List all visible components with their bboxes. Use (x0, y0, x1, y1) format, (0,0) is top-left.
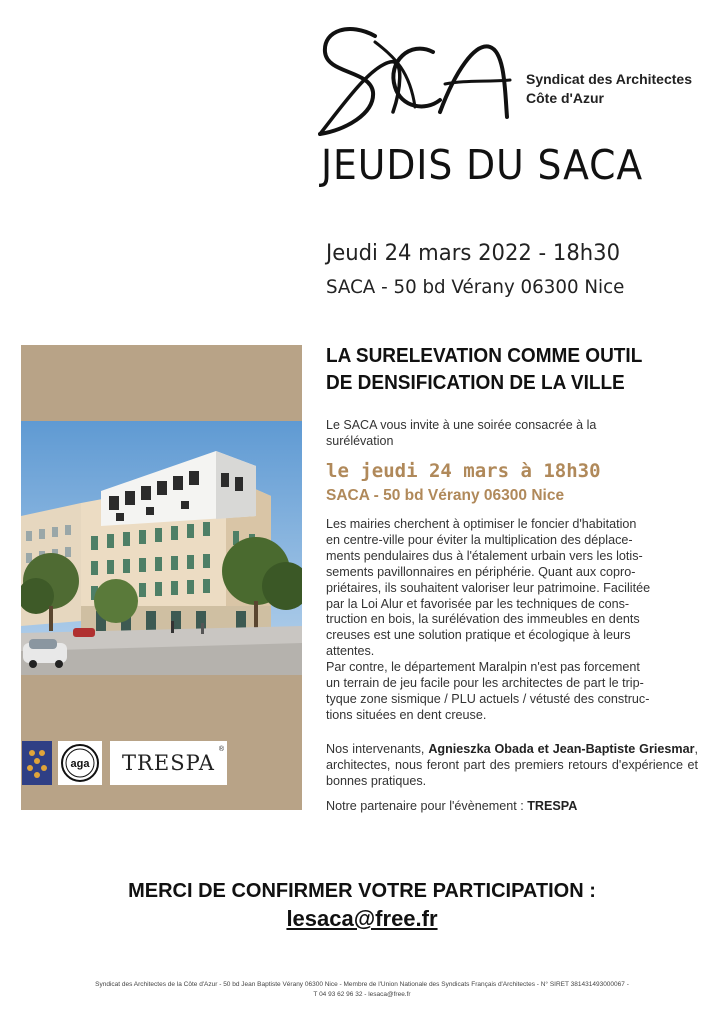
rsvp-email-link[interactable]: lesaca@free.fr (286, 906, 438, 931)
org-name-line2: Côte d'Azur (526, 90, 604, 106)
description-line: tyque zone sismique / PLU actuels / vétusté des construc- (326, 691, 650, 706)
org-name-line1: Syndicat des Architectes (526, 71, 692, 87)
talk-title-line1: LA SURELEVATION COMME OUTIL (326, 345, 643, 367)
description-line: Les mairies cherchent à optimiser le foncier d'habitation (326, 517, 637, 531)
saca-logo (315, 22, 515, 137)
partner-prefix: Notre partenaire pour l'évènement : (326, 799, 528, 813)
description-line: ments pendulaires dus à l'étalement urbain vers les lotis- (326, 548, 643, 563)
speakers-paragraph (326, 742, 698, 790)
description-line: priétaires, ils souhaitent valoriser leur patrimoine. Facilitée (326, 580, 651, 595)
registered-mark: ® (218, 746, 224, 753)
intro-text: Le SACA vous invite à une soirée consacrée à la surélévation (326, 418, 597, 448)
aga-logo (58, 741, 102, 785)
partner-paragraph (326, 799, 698, 815)
description-line: tions situées en dent creuse. (326, 707, 487, 722)
talk-title (326, 343, 642, 397)
footer-line2: T 04 93 62 96 32 - lesaca@free.fr (313, 991, 411, 998)
rsvp-call-to-action: MERCI DE CONFIRMER VOTRE PARTICIPATION : (128, 880, 596, 902)
building-illustration (21, 421, 302, 675)
image-panel (21, 345, 302, 810)
footer-line1: Syndicat des Architectes de la Côte d'Azur - 50 bd Jean Baptiste Vérany 06300 Nice - Membre de l'Union Nationale des Syndicats Français d'Architectes - N° SIRET 381431493000067 - (95, 981, 629, 988)
speakers-prefix: Nos intervenants, (326, 742, 429, 756)
sponsor-logos (21, 741, 302, 785)
accent-date: le jeudi 24 mars à 18h30 (326, 460, 601, 482)
description-line: sements pavillonnaires en périphérie. Quant aux copro- (326, 564, 636, 579)
event-datetime: Jeudi 24 mars 2022 - 18h30 (326, 241, 621, 266)
accent-venue: SACA - 50 bd Vérany 06300 Nice (326, 487, 565, 504)
description-line: creuses est une solution pratique et écologique à leurs (326, 628, 631, 643)
footer (0, 980, 724, 1000)
description-line: attentes. (326, 644, 375, 659)
description-line: truction en bois, la surélévation des immeubles en dents (326, 612, 640, 627)
description-paragraph (326, 517, 698, 724)
event-venue: SACA - 50 bd Vérany 06300 Nice (326, 276, 625, 298)
description-line: par la Loi Alur et favorisée par les techniques de cons- (326, 596, 630, 611)
description-line: en centre-ville pour éviter la multiplication des déplace- (326, 532, 633, 547)
talk-title-line2: DE DENSIFICATION DE LA VILLE (326, 372, 625, 394)
description-line: un terrain de jeu facile pour les architectes de part le trip- (326, 676, 644, 691)
aga-logo-text: aga (70, 758, 90, 770)
saca-emblem-logo (22, 741, 52, 785)
event-series-title: JEUDIS DU SACA (321, 141, 644, 189)
trespa-logo (110, 741, 227, 785)
organization-name (526, 70, 692, 108)
trespa-logo-text: TRESPA (122, 751, 215, 775)
partner-name: TRESPA (527, 799, 578, 813)
description-line: Par contre, le département Maralpin n'est pas forcement (326, 660, 640, 675)
speaker-names: Agnieszka Obada et Jean-Baptiste Griesmar (428, 742, 695, 756)
speakers-suffix: , architectes, nous feront part des premiers retours d'expérience et bonnes pratiques. (326, 742, 698, 788)
